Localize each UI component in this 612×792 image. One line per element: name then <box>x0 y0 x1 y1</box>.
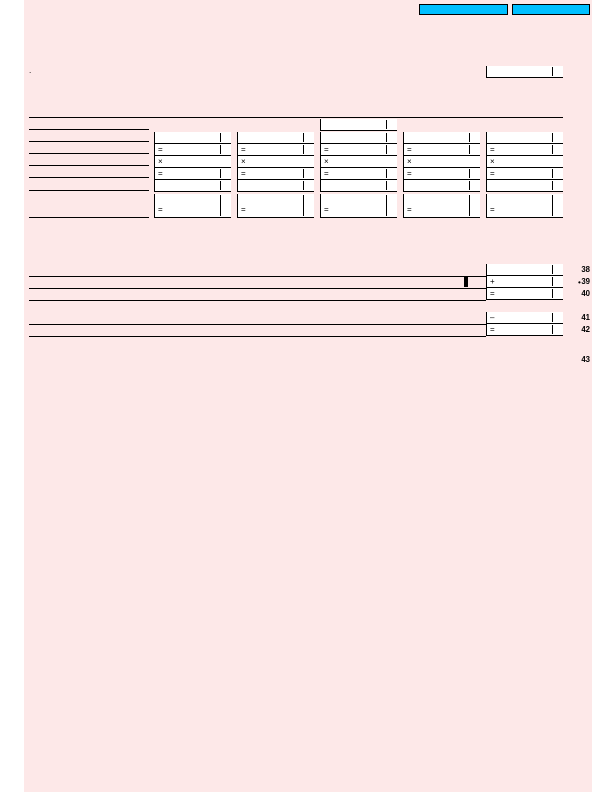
line32-col4[interactable] <box>403 132 480 144</box>
line39-field[interactable] <box>486 276 563 288</box>
multiply-sign: × <box>324 157 329 166</box>
line39-field-operator: + <box>490 277 495 286</box>
line33-col3-operator: = <box>324 145 329 154</box>
line32-col1[interactable] <box>154 132 231 144</box>
line41-field[interactable] <box>486 312 563 324</box>
line35-col1-operator: = <box>158 169 163 178</box>
rule <box>29 288 486 289</box>
rule <box>29 141 149 142</box>
clear-data-button[interactable] <box>419 4 508 15</box>
line-number-43: 43 <box>581 355 590 364</box>
line42-field-operator: = <box>490 325 495 334</box>
multiply-sign: × <box>490 157 495 166</box>
rule <box>29 190 149 191</box>
line37-col1[interactable] <box>154 194 231 218</box>
line36-col3[interactable] <box>320 180 397 192</box>
line35-col2-operator: = <box>241 169 246 178</box>
line34-rate-col2 <box>237 156 314 168</box>
line37-col3[interactable] <box>320 194 397 218</box>
line36-col1[interactable] <box>154 180 231 192</box>
line33-col5[interactable] <box>486 144 563 156</box>
line35-col2[interactable] <box>237 168 314 180</box>
line-number-39: 39 <box>581 277 590 286</box>
line-number-38: 38 <box>581 265 590 274</box>
line-number-40: 40 <box>581 289 590 298</box>
line33-col2[interactable] <box>237 144 314 156</box>
line35-col4[interactable] <box>403 168 480 180</box>
multiply-sign: × <box>158 157 163 166</box>
line35-col4-operator: = <box>407 169 412 178</box>
line37-col5[interactable] <box>486 194 563 218</box>
rule <box>29 300 486 301</box>
line42-field[interactable] <box>486 324 563 336</box>
line34-rate-col4 <box>403 156 480 168</box>
line40-field-operator: = <box>490 289 495 298</box>
line40-field[interactable] <box>486 288 563 300</box>
line35-col5-operator: = <box>490 169 495 178</box>
rule <box>29 129 149 130</box>
line33-col4[interactable] <box>403 144 480 156</box>
line37-col3-operator: = <box>324 205 329 214</box>
line32-col3[interactable] <box>320 132 397 144</box>
rule <box>29 217 149 218</box>
line30-field[interactable] <box>486 66 563 78</box>
rule <box>29 336 486 337</box>
line31-col3[interactable] <box>320 119 397 131</box>
line-number-41: 41 <box>581 313 590 322</box>
line38-field[interactable] <box>486 264 563 276</box>
line41-field-operator: – <box>490 313 495 322</box>
line37-col4-operator: = <box>407 205 412 214</box>
line37-col2[interactable] <box>237 194 314 218</box>
bullet-39: • <box>578 278 581 287</box>
line37-col1-operator: = <box>158 205 163 214</box>
line35-col3[interactable] <box>320 168 397 180</box>
rule <box>29 177 149 178</box>
rule <box>29 324 486 325</box>
rule <box>29 276 486 277</box>
line37-col2-operator: = <box>241 205 246 214</box>
line34-rate-col5 <box>486 156 563 168</box>
step2-intro-line2: . <box>29 66 32 75</box>
line35-col5[interactable] <box>486 168 563 180</box>
multiply-sign: × <box>407 157 412 166</box>
line36-col4[interactable] <box>403 180 480 192</box>
line32-col5[interactable] <box>486 132 563 144</box>
form-page <box>24 0 592 792</box>
rule <box>29 153 149 154</box>
line32-col2[interactable] <box>237 132 314 144</box>
line33-col3[interactable] <box>320 144 397 156</box>
line35-col1[interactable] <box>154 168 231 180</box>
line33-col5-operator: = <box>490 145 495 154</box>
line34-rate-col3 <box>320 156 397 168</box>
code-6151 <box>464 276 468 287</box>
line33-col4-operator: = <box>407 145 412 154</box>
multiply-sign: × <box>241 157 246 166</box>
line33-col2-operator: = <box>241 145 246 154</box>
help-button[interactable] <box>512 4 590 15</box>
line33-col1-operator: = <box>158 145 163 154</box>
line36-col5[interactable] <box>486 180 563 192</box>
line37-col5-operator: = <box>490 205 495 214</box>
line33-col1[interactable] <box>154 144 231 156</box>
line-number-42: 42 <box>581 325 590 334</box>
rule <box>29 165 149 166</box>
line34-rate-col1 <box>154 156 231 168</box>
line35-col3-operator: = <box>324 169 329 178</box>
line36-col2[interactable] <box>237 180 314 192</box>
line37-col4[interactable] <box>403 194 480 218</box>
